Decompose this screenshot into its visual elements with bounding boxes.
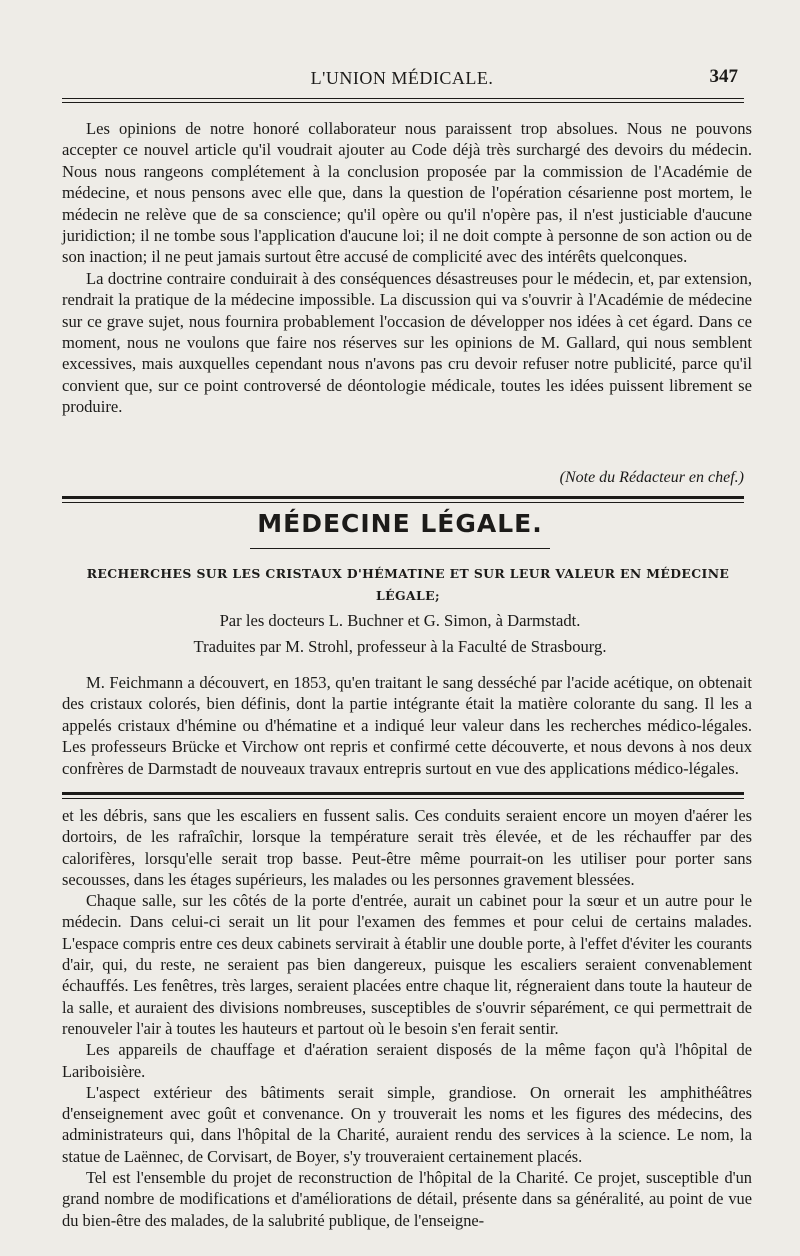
page-number: 347 (709, 66, 738, 87)
editor-signature: (Note du Rédacteur en chef.) (559, 469, 744, 486)
section-rule-top-2 (62, 502, 744, 503)
page-header (62, 66, 742, 96)
feuilleton-paragraph: Les appareils de chauffage et d'aération seraient disposés de la même façon qu'à l'hôpital de Lariboisière. (62, 1040, 752, 1081)
article-intro (62, 672, 752, 779)
feuilleton (62, 805, 752, 1231)
feuilleton-rule-2 (62, 798, 744, 799)
editorial-paragraph: Les opinions de notre honoré collaborateur nous paraissent trop absolues. Nous ne pouvons accepter ce nouvel article qu'il voudrait ajouter au Code déjà très surchargé des devoirs du médecin. Nous nous rangeons complétement à la conclusion proposée par la commission de l'Académie de médecine, et nous pensons avec elle que, dans la question de l'opération césarienne post mortem, le médecin ne relève que de sa conscience; qu'il opère ou qu'il n'opère pas, il n'est justiciable d'aucune juridiction; il ne tombe sous l'application d'aucune loi; il ne doit compte à personne de son action ou de son inaction; il ne peut jamais surtout être accusé de complicité avec des intérêts quelconques. (62, 119, 752, 267)
section-title: MÉDECINE LÉGALE. (257, 509, 543, 538)
feuilleton-paragraph: L'aspect extérieur des bâtiments serait simple, grandiose. On ornerait les amphithéâtres d'enseignement avec goût et convenance. On y trouverait les noms et les figures des médecins, des administrateurs qui, dans l'hôpital de la Charité, auraient rendu des services à la science. Le nom, la statue de Laënnec, de Corvisart, de Boyer, s'y trouveraient certainement placés. (62, 1082, 752, 1166)
feuilleton-rule (62, 792, 744, 795)
feuilleton-paragraph: et les débris, sans que les escaliers en fussent salis. Ces conduits seraient encore un moyen d'aérer les dortoirs, de les rafraîchir, lorsque la température serait très élevée, et de les réchauffer par des calorifères, lorsqu'elle serait trop basse. Peut-être même pourrait-on les utiliser pour porter sans secousses, dans les étages supérieurs, les malades ou les personnes gravement blessées. (62, 806, 752, 889)
editorial-note (62, 118, 752, 418)
section-rule-top (62, 496, 744, 499)
article-paragraph: M. Feichmann a découvert, en 1853, qu'en traitant le sang desséché par l'acide acétique, on obtenait des cristaux colorés, bien définis, dont la partie intégrante était la matière colorante du sang. Il les a appelés cristaux d'hémine ou d'hématine et a indiqué leur valeur dans les recherches médico-légales. Les professeurs Brücke et Virchow ont repris et confirmé cette découverte, et nous devons à nos deux confrères de Darmstadt de nouveaux travaux entrepris surtout en vue des applications médico-légales. (62, 673, 752, 778)
header-rule-2 (62, 102, 744, 103)
article-title: RECHERCHES SUR LES CRISTAUX D'HÉMATINE ET SUR LEUR VALEUR EN MÉDECINE LÉGALE; (86, 566, 730, 603)
feuilleton-paragraph: Chaque salle, sur les côtés de la porte d'entrée, aurait un cabinet pour la sœur et un autre pour le médecin. Dans celui-ci serait un lit pour l'examen des femmes et pour celui de certains malades. L'espace compris entre ces deux cabinets servirait à établir une double porte, à l'effet d'éviter les courants d'air, qui, du reste, ne seraient pas bien dangereux, puisque les escaliers seraient convenablement échauffés. Les fenêtres, très larges, seraient placées entre chaque lit, régneraient dans toute la hauteur de la salle, et auraient des divisions nombreuses, susceptibles de s'ouvrir séparément, ce qui permettrait de renouveler l'air à toutes les hauteurs et partout où le besoin s'en ferait sentir. (62, 891, 752, 1038)
header-rule (62, 98, 744, 99)
feuilleton-paragraph: Tel est l'ensemble du projet de reconstruction de l'hôpital de la Charité. Ce projet, susceptible d'un grand nombre de modifications et d'améliorations de détail, présente dans sa généralité, au point de vue du bien-être des malades, de la salubrité publique, de l'enseigne- (62, 1168, 752, 1230)
byline-authors: Par les docteurs L. Buchner et G. Simon, à Darmstadt. (219, 611, 581, 630)
title-underline (250, 548, 550, 549)
byline-translator: Traduites par M. Strohl, professeur à la Faculté de Strasbourg. (193, 637, 607, 656)
editorial-paragraph: La doctrine contraire conduirait à des conséquences désastreuses pour le médecin, et, par extension, rendrait la pratique de la médecine impossible. La discussion qui va s'ouvrir à l'Académie de médecine sur ce grave sujet, nous fournira probablement l'occasion de développer nos idées à cet égard. Dans ce moment, nous ne voulons que faire nos réserves sur les opinions de M. Gallard, qui nous semblent excessives, mais auxquelles cependant nous n'avons pas cru devoir refuser notre publicité, parce qu'il convient que, sur ce point controversé de déontologie médicale, toutes les idées puissent librement se produire. (62, 268, 752, 417)
running-title: L'UNION MÉDICALE. (310, 68, 494, 88)
